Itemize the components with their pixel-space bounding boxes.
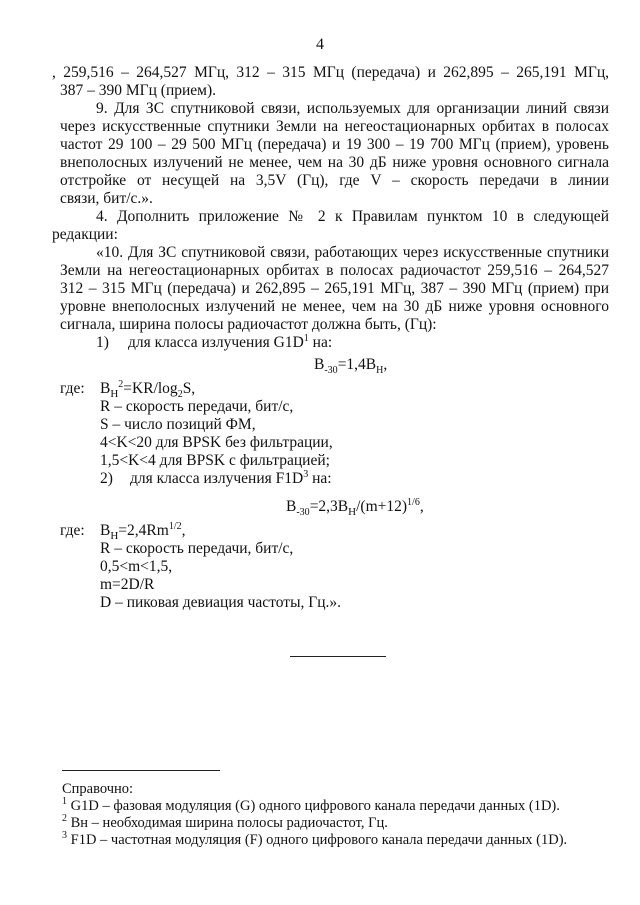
item-2-text: для класса излучения $F1D^3$ на: [130, 468, 332, 487]
where-1-formula: $B_H^2=KR/\log_2S$, [100, 378, 196, 401]
item-1-number: 1) [96, 334, 109, 351]
body-line-12: Земли на негеостационарных орбитах в полосах радиочастот 259,516 – 264,527 [60, 262, 609, 279]
body-line-8: связи, бит/с.». [60, 190, 153, 207]
where-2-m-def: m=2D/R [100, 576, 155, 593]
where-1-r: R – скорость передачи, бит/с, [100, 398, 294, 415]
body-line-6: внеполосных излучений не менее, чем на 30 дБ ниже уровня основного сигнала [60, 154, 609, 171]
where-1-k2: 1,5<K<4 для BPSK с фильтрацией; [100, 452, 330, 469]
where-2-d: D – пиковая девиация частоты, Гц.». [100, 594, 341, 611]
footnote-rule [62, 770, 220, 771]
item-2-number: 2) [100, 470, 113, 487]
body-line-9: 4. Дополнить приложение № 2 к Правилам пунктом 10 в следующей [96, 208, 609, 225]
body-line-11: «10. Для ЗС спутниковой связи, работающих через искусственные спутники [96, 244, 609, 261]
body-line-1: , 259,516 – 264,527 МГц, 312 – 315 МГц (передача) и 262,895 – 265,191 МГц, [52, 64, 609, 81]
body-line-2: 387 – 390 МГц (прием). [60, 82, 217, 99]
where-2-formula: $B_H=2,4Rm^{1/2}$, [100, 520, 186, 543]
page-number: 4 [316, 36, 324, 53]
body-line-14: уровне внеполосных излучений не менее, чем на 30 дБ ниже уровня основного [60, 298, 609, 315]
where-2-label: где: [60, 522, 85, 539]
body-line-15: сигнала, ширина полосы радиочастот должна быть, (Гц): [60, 316, 437, 333]
footnote-title: Справочно: [62, 781, 134, 797]
where-1-s: S – число позиций ФМ, [100, 416, 256, 433]
formula-2: $B_{-30}=2,3B_H/(m+12)^{1/6}$, [286, 496, 424, 519]
footnote-3: $^3$ F1D – частотная модуляция (F) одного цифрового канала передачи данных (1D). [62, 830, 568, 848]
footnote-2: $^2$ Bн – необходимая ширина полосы радиочастот, Гц. [62, 813, 388, 831]
formula-1: $B_{-30}=1,4B_H$, [314, 356, 388, 377]
body-line-5: частот 29 100 – 29 500 МГц (передача) и 19 300 – 19 700 МГц (прием), уровень [60, 136, 609, 153]
item-1-text: для класса излучения $G1D^1$ на: [128, 332, 333, 351]
body-line-10: редакции: [52, 226, 118, 243]
where-1-k1: 4<K<20 для BPSK без фильтрации, [100, 434, 333, 451]
body-line-3: 9. Для ЗС спутниковой связи, используемых для организации линий связи [96, 100, 609, 117]
where-2-r: R – скорость передачи, бит/с, [100, 540, 294, 557]
where-2-m-range: 0,5<m<1,5, [100, 558, 173, 575]
where-1-label: где: [60, 380, 85, 397]
footnote-1: $^1$ G1D – фазовая модуляция (G) одного цифрового канала передачи данных (1D). [62, 796, 560, 814]
body-line-4: через искусственные спутники Земли на негеостационарных орбитах в полосах [60, 118, 609, 135]
body-line-7: отстройке от несущей на 3,5V (Гц), где V – скорость передачи в линии [60, 172, 609, 189]
section-separator [290, 656, 386, 657]
body-line-13: 312 – 315 МГц (передача) и 262,895 – 265,191 МГц, 387 – 390 МГц (прием) при [60, 280, 609, 297]
